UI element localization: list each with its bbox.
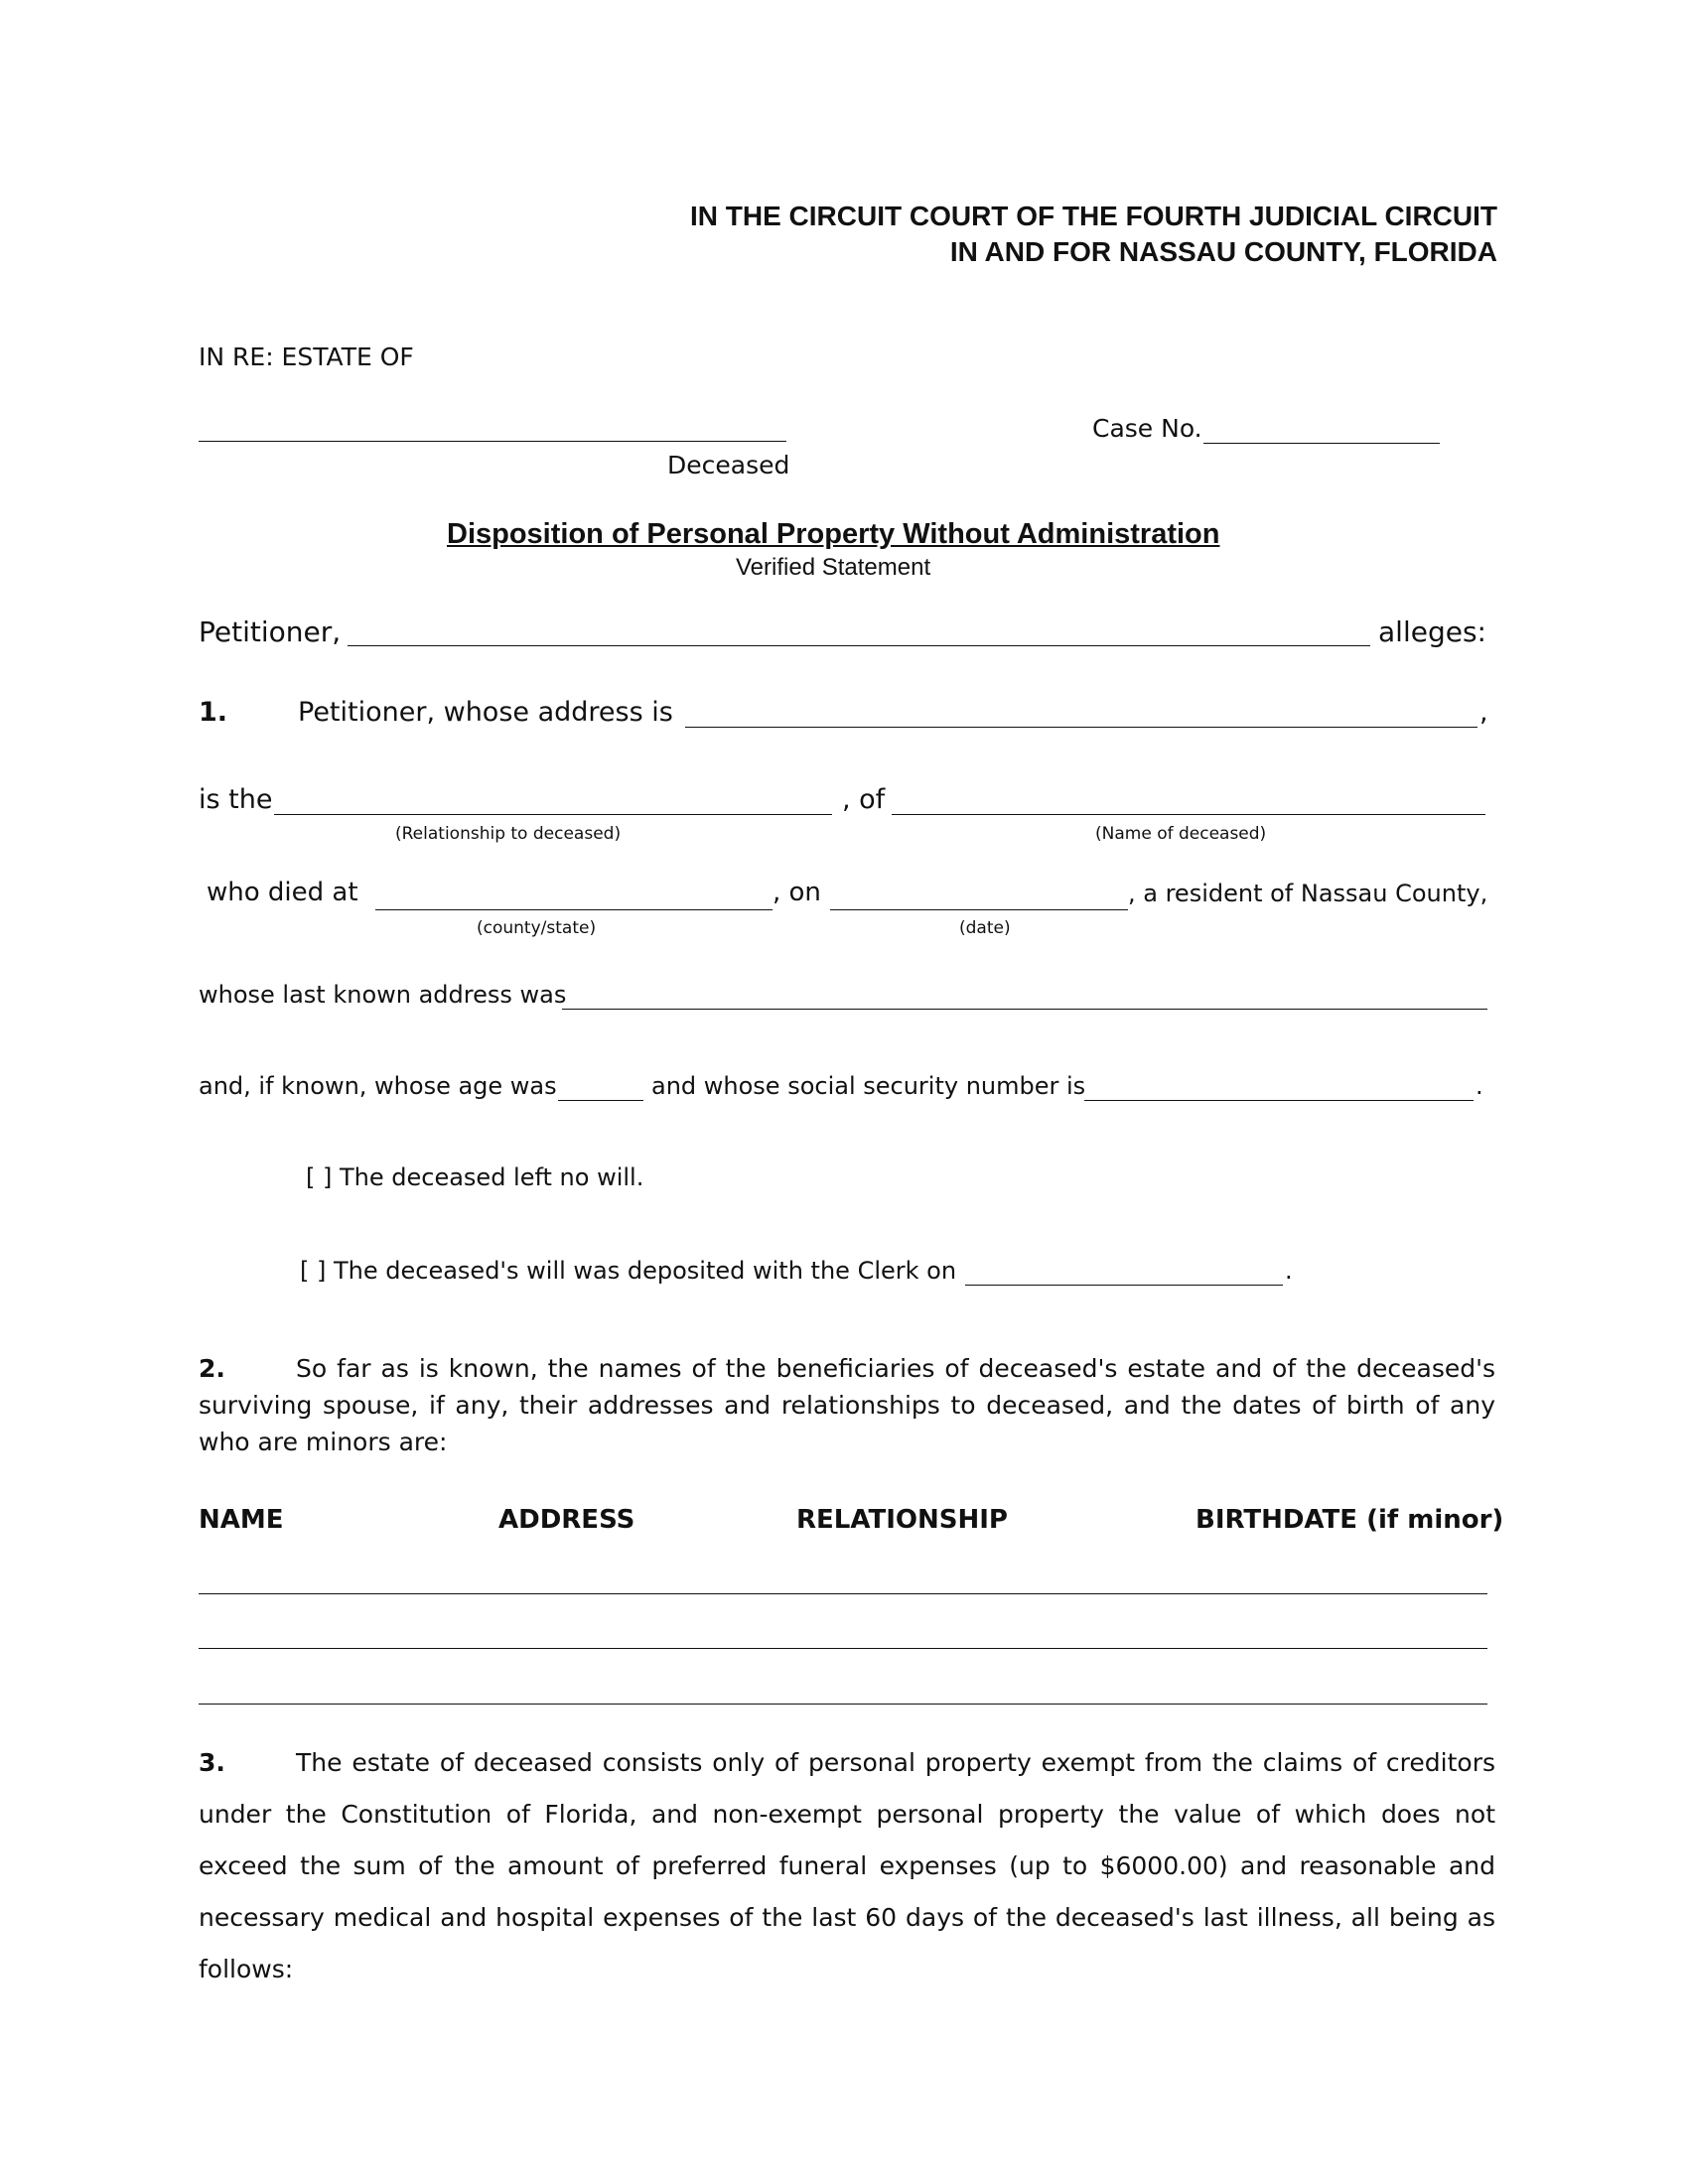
beneficiary-row-1[interactable] [199,1593,1487,1594]
form-subtitle: Verified Statement [736,554,931,581]
case-no-label: Case No. [1092,414,1202,443]
section-1-number: 1. [199,697,228,728]
section-3-text: The estate of deceased consists only of personal property exempt from the claims of creditors under the Constitution of Florida, and non-exempt personal property the value of which does not exceed the sum of the amount of preferred funeral expenses (up to $6000.00) and reasonable and necessary medical and hospital expenses of the last 60 days of the deceased's last illness, all being as follows: [199,1748,1495,1983]
section-3-number: 3. [199,1748,225,1777]
deceased-label: Deceased [667,451,790,479]
header-address: ADDRESS [498,1505,635,1535]
beneficiary-row-2[interactable] [199,1648,1487,1649]
ssn-field[interactable] [1084,1100,1474,1101]
address-label: Petitioner, whose address is [298,697,673,728]
last-address-field[interactable] [562,1009,1487,1010]
section-2-text: So far as is known, the names of the beneficiaries of deceased's estate and of the deceased's surviving spouse, if any, their addresses and relationships to deceased, and the dates of birth of any who are minors are: [199,1354,1495,1456]
court-line-1: IN THE CIRCUIT COURT OF THE FOURTH JUDICIAL CIRCUIT [689,201,1497,231]
alleges-label: alleges: [1378,615,1486,648]
petitioner-name-field[interactable] [348,645,1370,646]
deceased-name-field[interactable] [199,441,786,442]
name-of-deceased-field[interactable] [892,814,1485,815]
death-location-field[interactable] [375,909,773,910]
beneficiary-row-3[interactable] [199,1704,1487,1705]
header-name: NAME [199,1505,284,1535]
name-hint: (Name of deceased) [1095,824,1267,844]
relationship-hint: (Relationship to deceased) [395,824,622,844]
will-deposited-checkbox[interactable]: [ ] The deceased's will was deposited with the Clerk on [300,1257,957,1285]
section-3-paragraph [199,1737,1495,1995]
county-hint: (county/state) [477,918,597,938]
last-address-label: whose last known address was [199,981,567,1009]
section-2-paragraph [199,1350,1495,1460]
death-date-field[interactable] [830,909,1128,910]
date-hint: (date) [959,918,1011,938]
address-comma: , [1479,697,1488,728]
form-title: Disposition of Personal Property Without Administration [447,518,1220,550]
ssn-period: . [1476,1072,1483,1100]
petitioner-address-field[interactable] [685,727,1477,728]
age-label: and, if known, whose age was [199,1072,557,1100]
age-field[interactable] [558,1100,643,1101]
in-re-label: IN RE: ESTATE OF [199,342,414,371]
petitioner-label: Petitioner, [199,615,342,648]
resident-label: , a resident of Nassau County, [1128,880,1488,907]
header-birthdate: BIRTHDATE (if minor) [1196,1505,1504,1535]
is-the-label: is the [199,784,273,815]
court-line-2: IN AND FOR NASSAU COUNTY, FLORIDA [949,236,1497,267]
who-died-at-label: who died at [207,878,358,907]
on-label: , on [773,878,821,907]
of-label: , of [842,784,886,815]
will-period: . [1285,1257,1293,1285]
case-no-field[interactable] [1203,443,1440,444]
section-2-number: 2. [199,1354,225,1383]
will-deposit-date-field[interactable] [965,1285,1283,1286]
header-relationship: RELATIONSHIP [796,1505,1008,1535]
ssn-label: and whose social security number is [651,1072,1086,1100]
relationship-field[interactable] [274,814,832,815]
no-will-checkbox[interactable]: [ ] The deceased left no will. [306,1163,644,1191]
